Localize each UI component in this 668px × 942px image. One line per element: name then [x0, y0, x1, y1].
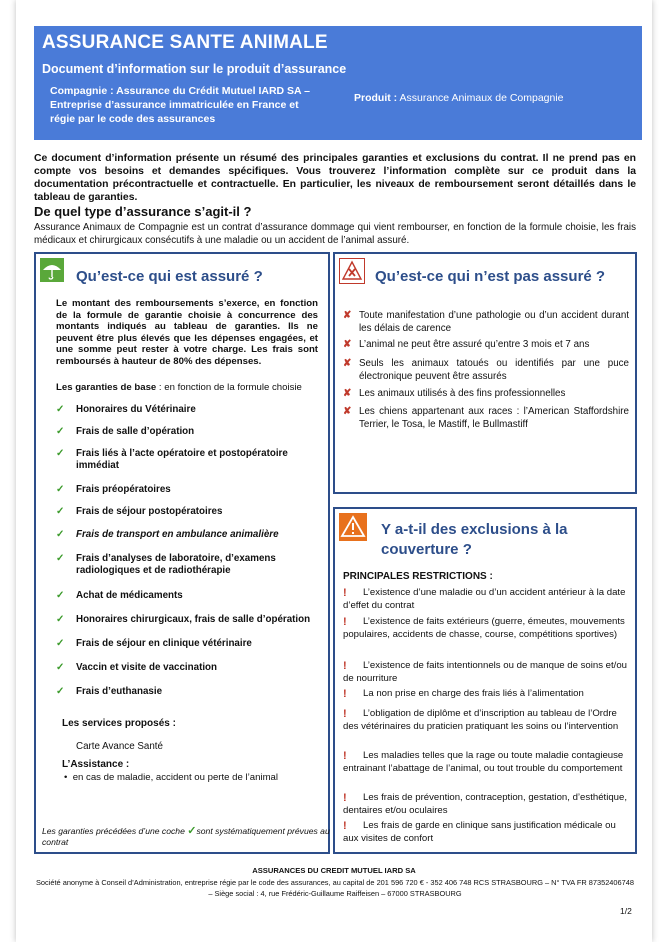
check-icon: ✓: [56, 529, 65, 540]
base-guarantees-rest: : en fonction de la formule choisie: [156, 382, 302, 393]
insurance-type-question: De quel type d’assurance s’agit-il ?: [34, 204, 252, 219]
product-value: Assurance Animaux de Compagnie: [397, 92, 564, 104]
check-icon: ✓: [56, 484, 65, 495]
exclamation-icon: !: [343, 792, 347, 804]
check-icon: ✓: [56, 614, 65, 625]
umbrella-icon: [40, 258, 64, 282]
product-label: Produit :: [354, 92, 398, 104]
base-guarantees-line: [56, 382, 302, 393]
check-icon: ✓: [56, 553, 65, 564]
check-icon: ✓: [56, 662, 65, 673]
warning-icon: [339, 513, 367, 541]
document-header: [34, 26, 642, 140]
reimbursement-paragraph: Le montant des remboursements s’exerce, en fonction de la formule de garantie choisie à concurrence des montants indiqués au tableau de garanties. Ils ne peuvent être plus élevés que les dépenses engagées, et une somme peut rester à votre charge. Les frais sont remboursés à hauteur de 80% des dépenses.: [56, 298, 318, 367]
not-insured-title: Qu’est-ce qui n’est pas assuré ?: [375, 268, 606, 285]
footer-legal: Société anonyme à Conseil d’Administration, entreprise régie par le code des assurances, au capital de 201 596 720 € - 352 406 748 RCS STRASBOURG – N° TVA FR 87352406748 – Siège social : 4, rue Frédéric-Guillaume Raiffeisen – 67000 STRASBOURG: [36, 878, 634, 898]
exclamation-icon: !: [343, 616, 347, 628]
insurance-type-description: Assurance Animaux de Compagnie est un contrat d’assurance dommage qui vient rembourser, en fonction de la formule choisie, les frais médicaux et chirurgicaux consécutifs à une maladie ou un accident de l’animal assuré.: [34, 222, 636, 246]
assistance-label: L’Assistance :: [62, 759, 130, 770]
base-guarantees-label: Les garanties de base: [56, 382, 157, 393]
check-icon: ✓: [56, 638, 65, 649]
check-icon: ✓: [187, 825, 197, 837]
x-icon: ✘: [343, 339, 352, 350]
exclamation-icon: !: [343, 708, 347, 720]
check-icon: ✓: [56, 506, 65, 517]
insured-title: Qu’est-ce qui est assuré ?: [76, 268, 263, 285]
product-info: [354, 92, 564, 104]
assistance-value: • en cas de maladie, accident ou perte de l’animal: [64, 772, 279, 783]
x-icon: ✘: [343, 358, 352, 369]
check-icon: ✓: [56, 426, 65, 437]
page-number: 1/2: [620, 906, 632, 916]
check-icon: ✓: [56, 404, 65, 415]
exclusions-title: Y a-t-il des exclusions à la couverture ?: [381, 521, 568, 558]
intro-paragraph: Ce document d’information présente un résumé des principales garanties et exclusions du contrat. Il ne prend pas en compte vos besoins et demandes spécifiques. Vous trouverez l’information complète sur ce produit dans la documentation précontractuelle et contractuelle. En particulier, les niveaux de remboursement seront détaillés dans le tableau de garanties.: [34, 153, 636, 203]
check-icon: ✓: [56, 448, 65, 459]
exclusions-box: Y a-t-il des exclusions à la couverture ? PRINCIPALES RESTRICTIONS : ! L’existence d’une maladie ou d’un accident antérieur à la date d’effet du contrat ! L’existence de faits extérieurs (guerre, émeutes, mouvements populaires, accidents de chasse, course, compétitions sportives) ! L’existence de faits intentionnels ou de manque de soins et/ou de nourriture ! La non prise en charge des frais liés à l’alimentation ! L’obligation de diplôme et d’inscription au tableau de l’Ordre des vétérinaires du praticien pratiquant les soins ou l’intervention ! Les maladies telles que la rage ou toute maladie contagieuse entrainant l’abattage de l’animal, ou tout trouble du comportement ! Les frais de prévention, contraception, gestation, d’esthétique, dentaires et/ou oculaires ! Les frais de garde en clinique sans justification médicale ou aux visites de confort: [333, 507, 637, 854]
exclamation-icon: !: [343, 688, 347, 700]
company-info: Compagnie : Assurance du Crédit Mutuel IARD SA – Entreprise d’assurance immatriculée en France et régie par le code des assurances: [50, 85, 311, 125]
insured-box: Qu’est-ce qui est assuré ? Le montant des remboursements s’exerce, en fonction de la formule de garantie choisie à concurrence des montants indiqués au tableau de garanties. Ils ne peuvent être plus élevés que les dépenses engagées, et une somme peut rester à votre charge. Les frais sont remboursés à hauteur de 80% des dépenses. Les garanties de base : en fonction de la formule choisie ✓ Honoraires du Vétérinaire ✓ Frais de salle d’opération ✓ Frais liés à l’acte opératoire et postopératoire immédiat ✓ Frais préopératoires ✓ Frais de séjour postopératoires ✓ Frais de transport en ambulance animalière ✓ Frais d’analyses de laboratoire, d’examens radiologiques et de radiothérapie ✓ Achat de médicaments ✓ Honoraires chirurgicaux, frais de salle d’opération ✓ Frais de séjour en clinique vétérinaire ✓ Vaccin et visite de vaccination ✓ Frais d’euthanasie Les services proposés : Carte Avance Santé L’Assistance : • en cas de maladie, accident ou perte de l’animal Les garanties précédées d’une coche ✓sont systématiquement prévues au contrat: [34, 252, 330, 854]
check-icon: ✓: [56, 686, 65, 697]
document-title: ASSURANCE SANTE ANIMALE: [42, 32, 328, 53]
restrictions-heading: PRINCIPALES RESTRICTIONS :: [343, 571, 493, 582]
exclamation-icon: !: [343, 587, 347, 599]
not-insured-box: Qu’est-ce qui n’est pas assuré ? ✘ Toute manifestation d’une pathologie ou d’un accident durant les délais de carence ✘ L’animal ne peut être assuré qu’entre 3 mois et 7 ans ✘ Seuls les animaux tatoués ou identifiés par une puce électronique peuvent être assurés ✘ Les animaux utilisés à des fins professionnelles ✘ Les chiens appartenant aux races : l’American Staffordshire Terrier, le Tosa, le Mastiff, le Bullmastiff: [333, 252, 637, 494]
footer-company: ASSURANCES DU CREDIT MUTUEL IARD SA: [252, 866, 416, 875]
exclamation-icon: !: [343, 750, 347, 762]
services-value: Carte Avance Santé: [76, 741, 163, 752]
x-icon: ✘: [343, 388, 352, 399]
bullet-icon: •: [64, 772, 73, 783]
check-icon: ✓: [56, 590, 65, 601]
exclamation-icon: !: [343, 660, 347, 672]
exclamation-icon: !: [343, 820, 347, 832]
x-icon: ✘: [343, 406, 352, 417]
cross-box-icon: [339, 258, 365, 284]
document-subtitle: Document d’information sur le produit d’assurance: [42, 62, 347, 76]
x-icon: ✘: [343, 310, 352, 321]
services-label: Les services proposés :: [62, 718, 176, 729]
checkmark-footnote: Les garanties précédées d’une coche ✓sont systématiquement prévues au contrat: [42, 825, 330, 847]
